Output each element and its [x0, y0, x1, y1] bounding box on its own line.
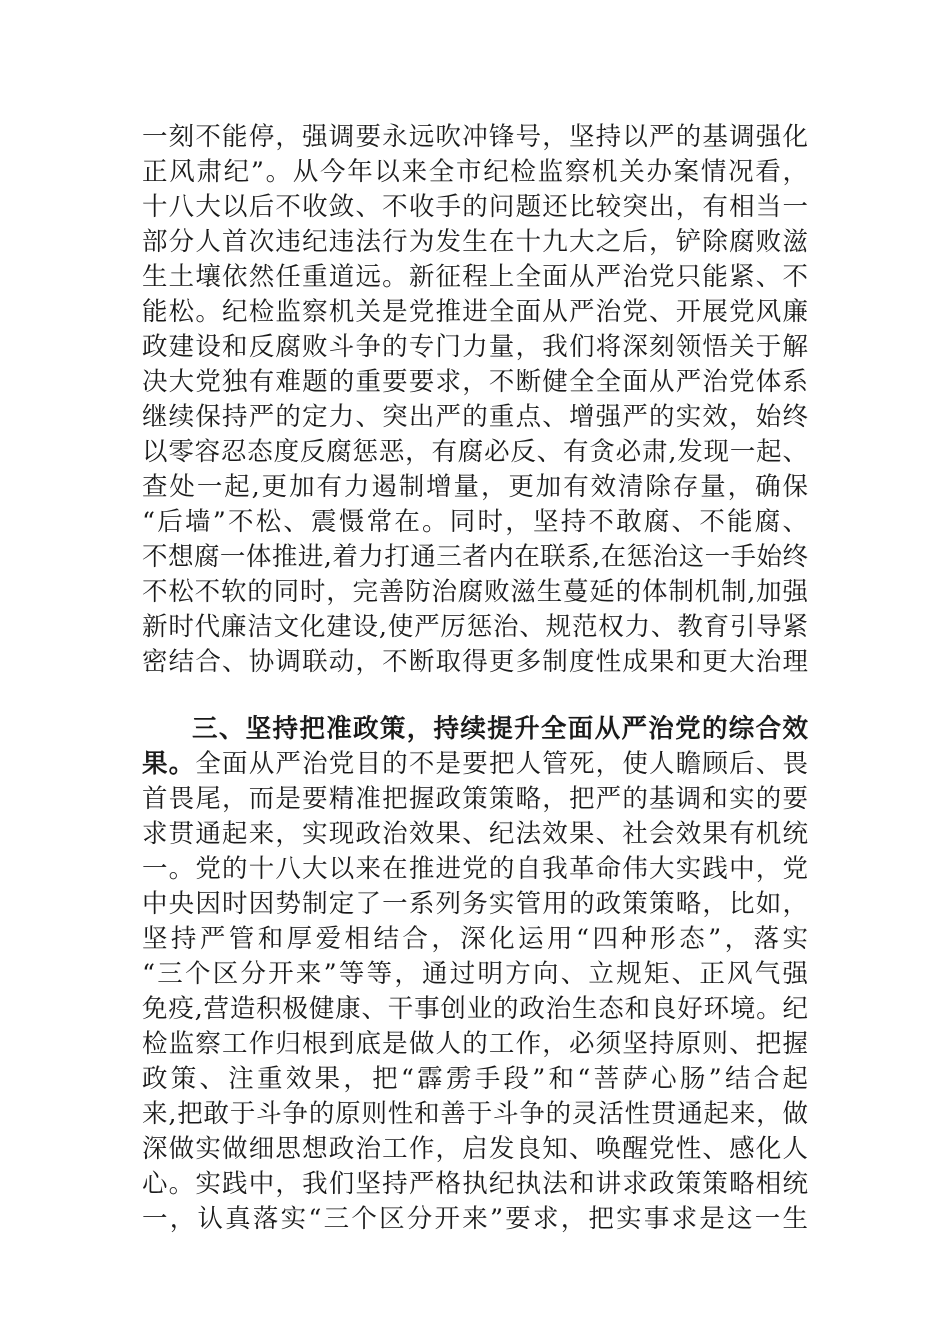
text-line: 生土壤依然任重道远。新征程上全面从严治党只能紧、不 — [142, 262, 808, 292]
text-line: “后墙”不松、震慑常在。同时，坚持不敢腐、不能腐、 — [142, 507, 808, 537]
text-line: 首畏尾，而是要精准把握政策策略，把严的基调和实的要 — [142, 784, 808, 814]
text-line: 不松不软的同时，完善防治腐败滋生蔓延的体制机制,加强 — [142, 577, 808, 607]
text-line: 以零容忍态度反腐惩恶，有腐必反、有贪必肃,发现一起、 — [142, 437, 808, 467]
section-heading-tail: 果。 — [142, 749, 196, 779]
text-line: 一，认真落实“三个区分开来”要求，把实事求是这一生 — [142, 1204, 808, 1234]
text-line: 来,把敢于斗争的原则性和善于斗争的灵活性贯通起来，做 — [142, 1099, 808, 1129]
text-line: 求贯通起来，实现政治效果、纪法效果、社会效果有机统 — [142, 819, 808, 849]
text-line: 正风肃纪”。从今年以来全市纪检监察机关办案情况看， — [142, 157, 808, 187]
text-line: 检监察工作归根到底是做人的工作，必须坚持原则、把握 — [142, 1029, 808, 1059]
text-line: 政策、注重效果，把“霹雳手段”和“菩萨心肠”结合起 — [142, 1064, 808, 1094]
text-line: 部分人首次违纪违法行为发生在十九大之后，铲除腐败滋 — [142, 227, 808, 257]
text-line: 免疫,营造积极健康、干事创业的政治生态和良好环境。纪 — [142, 994, 808, 1024]
text-line — [142, 746, 808, 782]
text-span: 全面从严治党目的不是要把人管死，使人瞻顾后、畏 — [195, 749, 808, 779]
section-heading: 三、坚持把准政策，持续提升全面从严治党的综合效 — [192, 714, 808, 744]
text-line: 查处一起,更加有力遏制增量，更加有效清除存量，确保 — [142, 472, 808, 502]
text-line: 一。党的十八大以来在推进党的自我革命伟大实践中，党 — [142, 854, 808, 884]
text-line: 一刻不能停，强调要永远吹冲锋号，坚持以严的基调强化 — [142, 122, 808, 152]
text-line: 坚持严管和厚爱相结合，深化运用“四种形态”，落实 — [142, 924, 808, 954]
text-line: 十八大以后不收敛、不收手的问题还比较突出，有相当一 — [142, 192, 808, 222]
text-line: 心。实践中，我们坚持严格执纪执法和讲求政策策略相统 — [142, 1169, 808, 1199]
text-line: 新时代廉洁文化建设,使严厉惩治、规范权力、教育引导紧 — [142, 612, 808, 642]
text-line: 不想腐一体推进,着力打通三者内在联系,在惩治这一手始终 — [142, 542, 808, 572]
text-line: 中央因时因势制定了一系列务实管用的政策策略，比如， — [142, 889, 808, 919]
text-line: 深做实做细思想政治工作，启发良知、唤醒党性、感化人 — [142, 1134, 808, 1164]
text-line: 继续保持严的定力、突出严的重点、增强严的实效，始终 — [142, 402, 808, 432]
text-line: 能松。纪检监察机关是党推进全面从严治党、开展党风廉 — [142, 297, 808, 327]
text-line: “三个区分开来”等等，通过明方向、立规矩、正风气强 — [142, 959, 808, 989]
text-line: 政建设和反腐败斗争的专门力量，我们将深刻领悟关于解 — [142, 332, 808, 362]
text-line: 密结合、协调联动，不断取得更多制度性成果和更大治理 — [142, 647, 808, 677]
text-line: 决大党独有难题的重要要求，不断健全全面从严治党体系 — [142, 367, 808, 397]
